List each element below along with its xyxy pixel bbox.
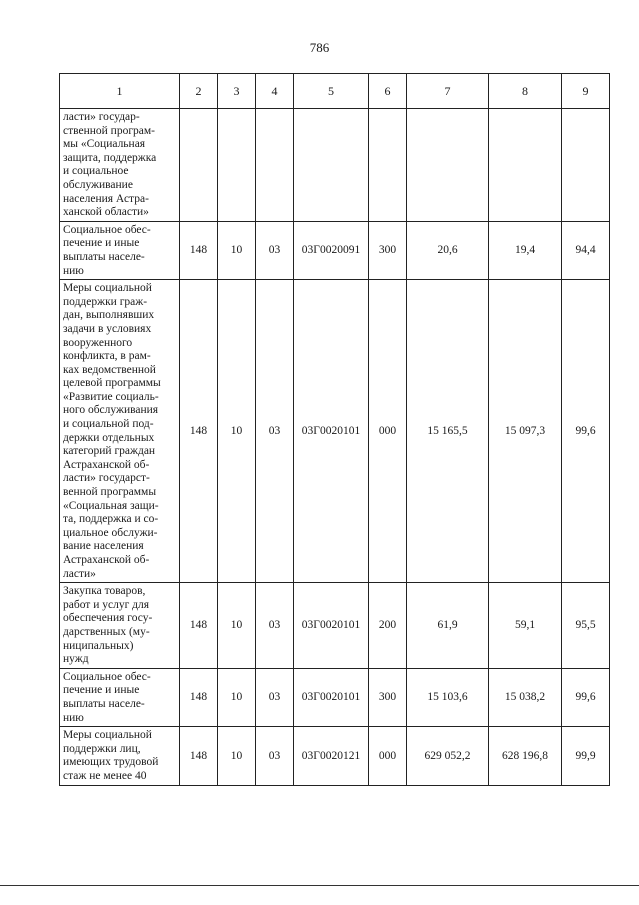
cell-col-9: 99,6 xyxy=(562,668,610,726)
cell-col-9: 99,6 xyxy=(562,280,610,583)
row-name-line: работ и услуг для xyxy=(63,598,150,611)
row-name-line: стаж не менее 40 xyxy=(63,769,147,782)
row-name-cell xyxy=(60,280,180,583)
cell-col-6: 300 xyxy=(369,668,407,726)
header-row xyxy=(60,74,610,109)
row-name-line: выплаты населе- xyxy=(63,697,145,710)
cell-col-7 xyxy=(407,109,489,222)
row-name-line: ханской области» xyxy=(63,206,149,219)
row-name-line: обслуживание xyxy=(63,178,133,191)
cell-col-7: 629 052,2 xyxy=(407,727,489,785)
cell-col-5: 03Г0020091 xyxy=(294,221,369,279)
row-name-line: Закупка товаров, xyxy=(63,585,146,598)
row-name-line: венной программы xyxy=(63,486,157,499)
row-name-line: ках ведомственной xyxy=(63,363,156,376)
row-name-line: ниципальных) xyxy=(63,639,134,652)
cell-col-7: 61,9 xyxy=(407,583,489,669)
row-name-line: Социальное обес- xyxy=(63,223,151,236)
header-cell-8: 8 xyxy=(489,74,562,109)
header-cell-1: 1 xyxy=(60,74,180,109)
row-name-line: вооруженного xyxy=(63,336,133,349)
row-name-line: конфликта, в рам- xyxy=(63,350,151,363)
row-name-line: выплаты населе- xyxy=(63,250,145,263)
row-name-line: та, поддержка и со- xyxy=(63,513,159,526)
cell-col-2: 148 xyxy=(180,221,218,279)
row-name-line: мы «Социальная xyxy=(63,138,146,151)
header-cell-7: 7 xyxy=(407,74,489,109)
row-name-line: Меры социальной xyxy=(63,729,152,742)
table-row xyxy=(60,727,610,785)
row-name-line: держки отдельных xyxy=(63,431,155,444)
cell-col-2: 148 xyxy=(180,668,218,726)
row-name-line: ного обслуживания xyxy=(63,404,159,417)
row-name-line: Социальное обес- xyxy=(63,670,151,683)
header-cell-5: 5 xyxy=(294,74,369,109)
row-name-line: поддержки граж- xyxy=(63,295,148,308)
cell-col-6 xyxy=(369,109,407,222)
cell-col-5: 03Г0020121 xyxy=(294,727,369,785)
row-name-line: печение и иные xyxy=(63,237,140,250)
cell-col-9: 99,9 xyxy=(562,727,610,785)
table-row xyxy=(60,583,610,669)
cell-col-6: 200 xyxy=(369,583,407,669)
row-name-cell xyxy=(60,668,180,726)
cell-col-6: 300 xyxy=(369,221,407,279)
cell-col-5: 03Г0020101 xyxy=(294,583,369,669)
cell-col-8: 15 097,3 xyxy=(489,280,562,583)
row-name-line: обеспечения госу- xyxy=(63,612,153,625)
cell-col-3: 10 xyxy=(218,727,256,785)
table-row xyxy=(60,668,610,726)
header-cell-2: 2 xyxy=(180,74,218,109)
cell-col-8 xyxy=(489,109,562,222)
cell-col-4 xyxy=(256,109,294,222)
cell-col-3: 10 xyxy=(218,221,256,279)
row-name-cell xyxy=(60,727,180,785)
cell-col-7: 15 103,6 xyxy=(407,668,489,726)
table-body xyxy=(60,109,610,786)
cell-col-9: 95,5 xyxy=(562,583,610,669)
row-name-line: поддержки лиц, xyxy=(63,742,141,755)
cell-col-4: 03 xyxy=(256,727,294,785)
cell-col-8: 15 038,2 xyxy=(489,668,562,726)
row-name-line: ласти» государст- xyxy=(63,472,150,485)
header-cell-6: 6 xyxy=(369,74,407,109)
cell-col-2: 148 xyxy=(180,280,218,583)
cell-col-4: 03 xyxy=(256,280,294,583)
row-name-line: ственной програм- xyxy=(63,124,156,137)
cell-col-9 xyxy=(562,109,610,222)
row-name-line: дарственных (му- xyxy=(63,625,150,638)
cell-col-7: 20,6 xyxy=(407,221,489,279)
row-name-line: «Социальная защи- xyxy=(63,499,159,512)
row-name-cell xyxy=(60,221,180,279)
table-row xyxy=(60,221,610,279)
row-name-line: нию xyxy=(63,264,84,277)
cell-col-8: 59,1 xyxy=(489,583,562,669)
row-name-line: защита, поддержка xyxy=(63,151,157,164)
row-name-line: Меры социальной xyxy=(63,282,152,295)
row-name-line: и социальной под- xyxy=(63,418,154,431)
cell-col-2 xyxy=(180,109,218,222)
row-name-line: имеющих трудовой xyxy=(63,756,159,769)
cell-col-4: 03 xyxy=(256,221,294,279)
row-name-line: вание населения xyxy=(63,540,144,553)
cell-col-3 xyxy=(218,109,256,222)
row-name-line: Астраханской об- xyxy=(63,554,150,566)
row-name-line: ласти» xyxy=(63,567,96,580)
row-name-line: Астраханской об- xyxy=(63,458,150,471)
table-row xyxy=(60,280,610,583)
cell-col-7: 15 165,5 xyxy=(407,280,489,583)
row-name-line: дан, выполнявших xyxy=(63,309,155,322)
row-name-line: циальное обслужи- xyxy=(63,526,158,539)
cell-col-4: 03 xyxy=(256,583,294,669)
cell-col-6: 000 xyxy=(369,280,407,583)
row-name-line: населения Астра- xyxy=(63,192,149,205)
row-name-line: задачи в условиях xyxy=(63,322,152,335)
cell-col-4: 03 xyxy=(256,668,294,726)
cell-col-2: 148 xyxy=(180,583,218,669)
cell-col-8: 628 196,8 xyxy=(489,727,562,785)
header-cell-9: 9 xyxy=(562,74,610,109)
row-name-line: целевой программы xyxy=(63,377,161,390)
cell-col-6: 000 xyxy=(369,727,407,785)
cell-col-3: 10 xyxy=(218,280,256,583)
cell-col-5: 03Г0020101 xyxy=(294,668,369,726)
row-name-line: «Развитие социаль- xyxy=(63,390,159,403)
row-name-line: печение и иные xyxy=(63,684,140,697)
row-name-line: категорий граждан xyxy=(63,445,156,458)
row-name-line: и социальное xyxy=(63,165,129,178)
row-name-line: нужд xyxy=(63,653,89,666)
table-row xyxy=(60,109,610,222)
header-cell-4: 4 xyxy=(256,74,294,109)
cell-col-3: 10 xyxy=(218,668,256,726)
cell-col-9: 94,4 xyxy=(562,221,610,279)
budget-table xyxy=(59,73,610,786)
header-cell-3: 3 xyxy=(218,74,256,109)
row-name-line: нию xyxy=(63,711,84,724)
row-name-cell xyxy=(60,583,180,669)
bottom-divider xyxy=(0,885,639,886)
cell-col-2: 148 xyxy=(180,727,218,785)
row-name-line: ласти» государ- xyxy=(63,111,140,123)
row-name-cell xyxy=(60,109,180,222)
cell-col-5 xyxy=(294,109,369,222)
page-number: 786 xyxy=(309,40,330,55)
cell-col-3: 10 xyxy=(218,583,256,669)
cell-col-5: 03Г0020101 xyxy=(294,280,369,583)
cell-col-8: 19,4 xyxy=(489,221,562,279)
